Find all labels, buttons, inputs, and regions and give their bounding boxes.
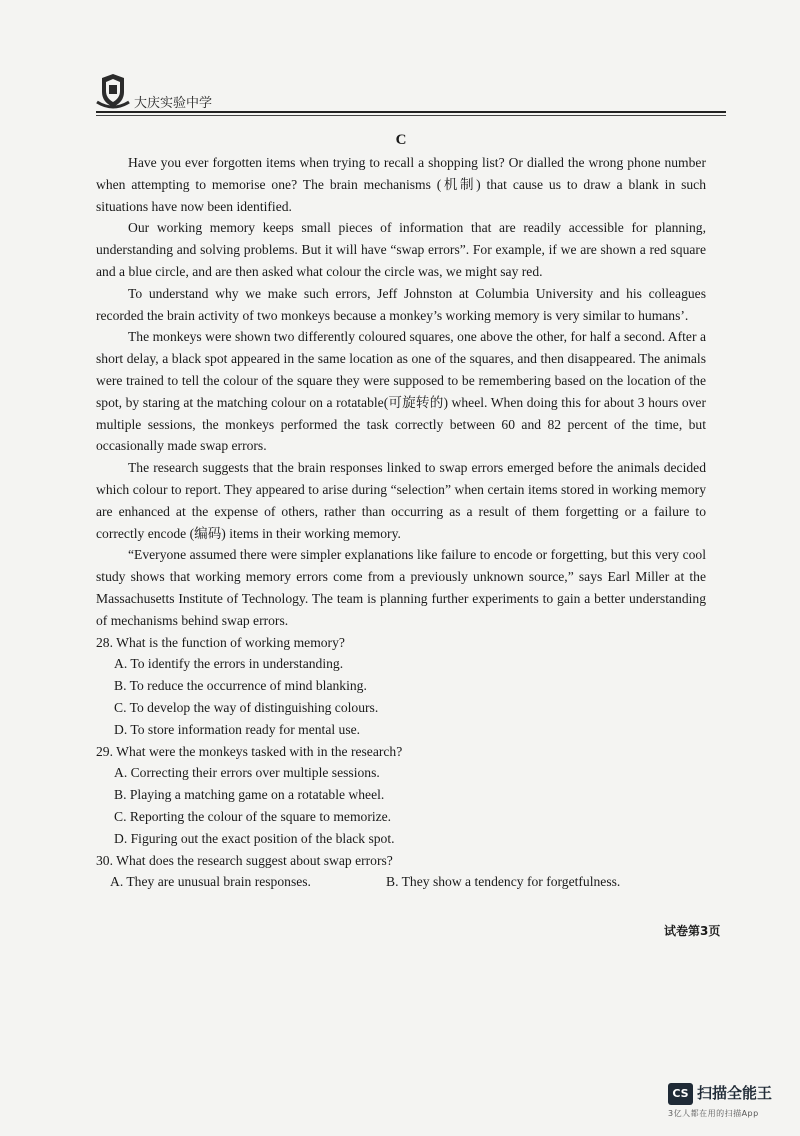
answer-option: B. To reduce the occurrence of mind blanking. [114,678,367,694]
header-rule-thin [96,115,726,116]
answer-option: A. They are unusual brain responses. [110,874,311,890]
passage-paragraph: Our working memory keeps small pieces of information that are readily accessible for planning, understanding and solving problems. But it will have “swap errors”. For example, if we are shown a red square and a blue circle, and are then asked what colour the circle was, we might say red. [96,220,706,279]
camscanner-logo-icon: CS [668,1083,693,1105]
answer-option: A. To identify the errors in understanding. [114,656,344,672]
answer-option: B. Playing a matching game on a rotatable wheel. [114,787,385,803]
page-header [96,70,726,116]
school-crest-icon [96,72,130,110]
passage-paragraph: To understand why we make such errors, Jeff Johnston at Columbia University and his colleagues recorded the brain activity of two monkeys because a monkey’s working memory is very similar to humans’. [96,285,706,323]
answer-option: D. Figuring out the exact position of the black spot. [114,830,395,846]
answer-option: C. Reporting the colour of the square to memorize. [114,808,392,824]
question-stem: 29. What were the monkeys tasked with in the research? [96,743,403,759]
header-rule [96,111,726,113]
answer-option: C. To develop the way of distinguishing colours. [114,699,379,715]
scanner-watermark [668,1080,792,1124]
question-stem: 30. What does the research suggest about swap errors? [96,852,393,868]
passage-paragraph: The research suggests that the brain responses linked to swap errors emerged before the animals decided which colour to report. They appeared to arise during “selection” when certain items stored in working memory are enhanced at the expense of others, rather than occurring as a result of them forgetting or a failure to correctly encode (编码) items in their working memory. [96,460,706,541]
passage-paragraph: The monkeys were shown two differently coloured squares, one above the other, for half a second. After a short delay, a black spot appeared in the same location as one of the squares, and then disappeared. The animals were trained to tell the colour of the square they were supposed to be remembering based on the location of the spot, by staring at the matching colour on a rotatable(可旋转的) wheel. When doing this for about 3 hours over multiple sessions, the monkeys performed the task correctly between 60 and 82 percent of the time, but occasionally made swap errors. [96,329,706,454]
school-name: 大庆实验中学 [134,96,213,111]
passage-paragraph: Have you ever forgotten items when trying to recall a shopping list? Or dialled the wrong phone number when attempting to memorise one? The brain mechanisms (机制) that cause us to draw a blank in such situations have now been identified. [96,155,706,214]
page-number: 试卷第3页 [664,924,721,938]
answer-option: B. They show a tendency for forgetfulness. [386,874,621,890]
watermark-tagline: 3亿人都在用的扫描App [668,1109,759,1118]
passage-paragraph: “Everyone assumed there were simpler explanations like failure to encode or forgetting, but this very cool study shows that working memory errors come from a previously unknown source,” says Earl Miller at the Massachusetts Institute of Technology. The team is planning further experiments to gain a better understanding of mechanisms behind swap errors. [96,547,706,628]
answer-option: D. To store information ready for mental use. [114,721,361,737]
exam-content [96,130,706,893]
question-stem: 28. What is the function of working memory? [96,634,345,650]
answer-options-row [110,871,706,893]
section-title: C [395,132,407,148]
watermark-app-name: 扫描全能王 [697,1084,773,1102]
answer-option: A. Correcting their errors over multiple sessions. [114,765,380,781]
